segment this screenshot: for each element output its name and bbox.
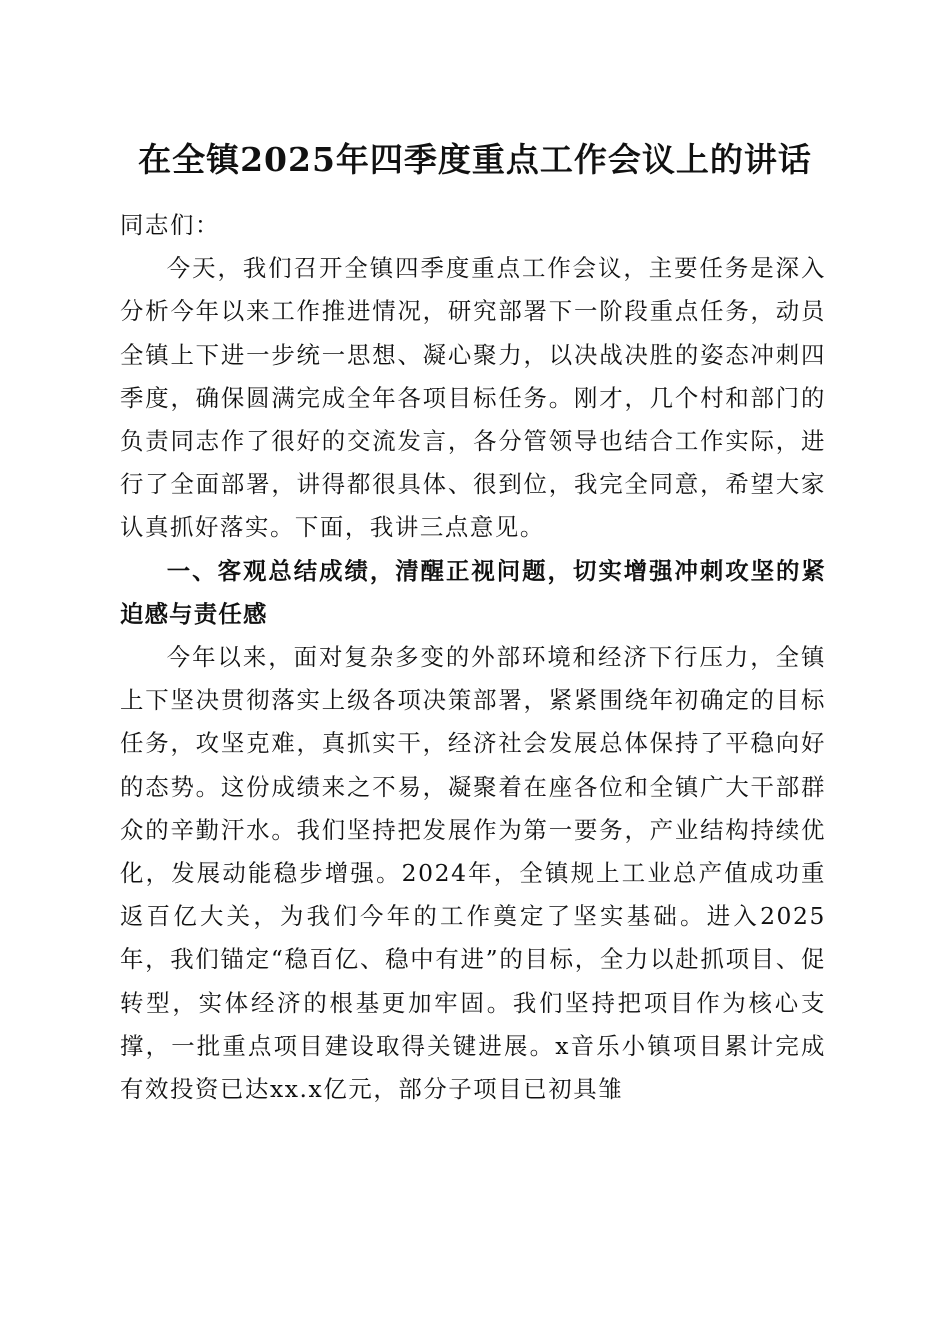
section-heading: 一、客观总结成绩，清醒正视问题，切实增强冲刺攻坚的紧迫感与责任感	[120, 556, 826, 628]
section-paragraph: 今年以来，面对复杂多变的外部环境和经济下行压力，全镇上下坚决贯彻落实上级各项决策部署，紧紧围绕年初确定的目标任务，攻坚克难，真抓实干，经济社会发展总体保持了平稳向好的态势。这份成绩来之不易，凝聚着在座各位和全镇广大干部群众的辛勤汗水。我们坚持把发展作为第一要务，产业结构持续优化，发展动能稳步增强。2024年，全镇规上工业总产值成功重返百亿大关，为我们今年的工作奠定了坚实基础。进入2025年，我们锚定“稳百亿、稳中有进”的目标，全力以赴抓项目、促转型，实体经济的根基更加牢固。我们坚持把项目作为核心支撑，一批重点项目建设取得关键进展。x音乐小镇项目累计完成有效投资已达xx.x亿元，部分子项目已初具雏	[120, 643, 826, 1104]
intro-paragraph: 今天，我们召开全镇四季度重点工作会议，主要任务是深入分析今年以来工作推进情况，研究部署下一阶段重点任务，动员全镇上下进一步统一思想、凝心聚力，以决战决胜的姿态冲刺四季度，确保圆满完成全年各项目标任务。刚才，几个村和部门的负责同志作了很好的交流发言，各分管领导也结合工作实际，进行了全面部署，讲得都很具体、很到位，我完全同意，希望大家认真抓好落实。下面，我讲三点意见。	[120, 254, 826, 542]
document-body	[120, 204, 826, 1111]
page-title: 在全镇2025年四季度重点工作会议上的讲话	[138, 140, 812, 179]
salutation: 同志们：	[120, 211, 220, 239]
